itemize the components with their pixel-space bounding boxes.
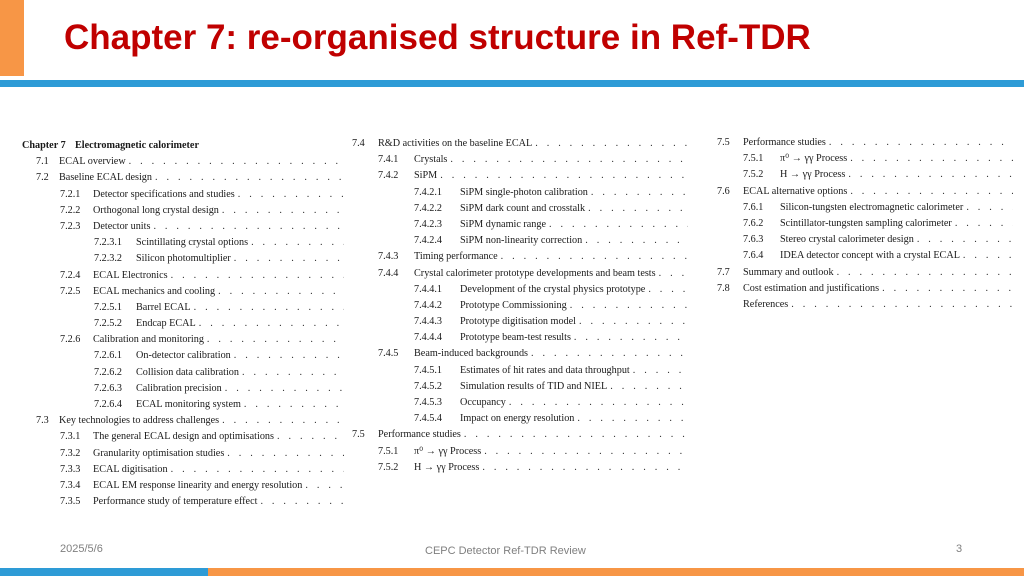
toc-entry-number: 7.2.6.2: [94, 366, 123, 378]
toc-leader-dots: [227, 446, 344, 462]
toc-column-2: [352, 136, 688, 476]
toc-entry-number: 7.3.4: [60, 479, 81, 491]
toc-leader-dots: [153, 219, 344, 235]
toc-entry-number: 7.2.6.4: [94, 399, 123, 410]
toc-leader-dots: [848, 167, 1013, 183]
toc-entry: [352, 233, 688, 249]
toc-entry-number: 7.8: [717, 282, 730, 294]
toc-entry: [352, 201, 688, 217]
toc-entry-number: 7.4.4.4: [414, 332, 443, 344]
toc-entry-number: 7.1: [36, 156, 49, 168]
toc-leader-dots: [577, 411, 688, 427]
toc-leader-dots: [659, 266, 688, 282]
toc-entry: [352, 136, 688, 152]
page-number: 3: [956, 543, 963, 555]
toc-leader-dots: [610, 379, 688, 395]
footer-title: CEPC Detector Ref-TDR Review: [425, 545, 586, 557]
toc-entry-title: Calibration precision: [136, 382, 222, 394]
toc-entry-number: 7.4.2.4: [414, 235, 443, 247]
toc-entry-title: ECAL monitoring system: [136, 399, 241, 410]
toc-entry-title: ECAL alternative options: [743, 185, 848, 197]
toc-entry-title: Prototype beam-test results: [460, 332, 571, 344]
toc-entry-number: 7.3: [36, 415, 49, 427]
toc-entry-number: 7.5: [717, 137, 730, 148]
toc-entry-number: 7.7: [717, 266, 730, 278]
toc-entry-number: 7.6.3: [743, 234, 764, 246]
toc-entry-number: 7.5.1: [743, 153, 764, 165]
toc-entry-number: 7.4.4.3: [414, 316, 443, 328]
toc-entry-number: 7.2.5.1: [94, 301, 123, 313]
toc-leader-dots: [234, 251, 344, 267]
toc-entry-title: Simulation results of TID and NIEL: [460, 380, 608, 392]
toc-entry: [717, 167, 1013, 183]
toc-entry-title: Crystal calorimeter prototype developments and beam tests: [414, 267, 656, 279]
toc-entry-title: Prototype Commissioning: [460, 299, 567, 311]
toc-entry: [22, 462, 344, 478]
toc-leader-dots: [171, 268, 344, 284]
toc-entry: [352, 168, 688, 184]
toc-entry: [22, 381, 344, 397]
toc-leader-dots: [549, 217, 688, 233]
toc-entry: [352, 395, 688, 411]
toc-entry-title: Scintillating crystal options: [136, 237, 249, 249]
toc-leader-dots: [234, 348, 344, 364]
toc-entry-title: ECAL Electronics: [93, 269, 168, 281]
toc-leader-dots: [966, 200, 1013, 216]
toc-leader-dots: [238, 187, 344, 203]
toc-entry: [352, 314, 688, 330]
toc-entry-number: 7.6.1: [743, 201, 764, 213]
toc-entry-number: 7.2.5.2: [94, 318, 123, 330]
toc-entry: [717, 248, 1013, 264]
toc-leader-dots: [155, 170, 344, 186]
toc-entry-title: ECAL mechanics and cooling: [93, 285, 216, 297]
footer-bar-orange: [208, 568, 1024, 576]
toc-entry-title: ECAL digitisation: [93, 463, 168, 475]
toc-entry-number: 7.4: [352, 138, 365, 149]
toc-entry-title: Impact on energy resolution: [460, 413, 575, 425]
toc-leader-dots: [199, 316, 344, 332]
toc-entry: [352, 411, 688, 427]
toc-entry: [717, 281, 1013, 297]
toc-entry-title: IDEA detector concept with a crystal ECAL: [780, 250, 960, 262]
toc-entry-title: Barrel ECAL: [136, 301, 191, 313]
toc-entry-number: 7.2.3.1: [94, 237, 123, 249]
toc-entry-number: 7.5: [352, 429, 365, 441]
toc-entry-number: 7.2.6.3: [94, 382, 123, 394]
toc-entry: [22, 235, 344, 251]
toc-leader-dots: [207, 332, 344, 348]
toc-leader-dots: [464, 427, 688, 443]
toc-entry: [22, 348, 344, 364]
toc-entry-number: 7.4.4.1: [414, 283, 443, 295]
toc-entry-number: 7.4.2.2: [414, 202, 443, 214]
footer-date: 2025/5/6: [60, 543, 103, 555]
toc-leader-dots: [244, 397, 344, 413]
toc-entry-number: 7.4.2: [378, 170, 399, 182]
toc-leader-dots: [850, 151, 1013, 167]
toc-entry-title: Collision data calibration: [136, 366, 239, 378]
toc-entry-number: 7.5.2: [743, 169, 764, 181]
toc-entry-title: Endcap ECAL: [136, 318, 196, 330]
toc-entry: [352, 346, 688, 362]
toc-leader-dots: [850, 184, 1013, 200]
toc-entry: [352, 330, 688, 346]
toc-leader-dots: [588, 201, 688, 217]
toc-entry-title: H → γγ Process: [780, 169, 846, 181]
toc-entry: [22, 203, 344, 219]
toc-leader-dots: [450, 152, 688, 168]
toc-entry: [717, 216, 1013, 232]
toc-entry: [352, 282, 688, 298]
toc-entry: [22, 478, 344, 494]
toc-entry-title: Timing performance: [414, 251, 498, 263]
header-accent-bar: [0, 0, 24, 76]
toc-entry-number: 7.4.4.2: [414, 299, 443, 311]
toc-entry-number: Chapter 7: [22, 140, 66, 151]
toc-entry: [22, 187, 344, 203]
toc-entry-number: 7.4.3: [378, 251, 399, 263]
toc-leader-dots: [829, 135, 1013, 151]
toc-entry: [717, 151, 1013, 167]
toc-leader-dots: [791, 297, 1013, 313]
footer-bar-blue: [0, 568, 208, 576]
toc-leader-dots: [218, 284, 344, 300]
toc-entry: [22, 413, 344, 429]
toc-entry: [717, 297, 1013, 313]
toc-entry-title: Granularity optimisation studies: [93, 447, 225, 459]
toc-entry-number: 7.2.6.1: [94, 350, 123, 362]
toc-entry-number: 7.4.5: [378, 348, 399, 360]
toc-entry-title: Detector units: [93, 220, 151, 232]
toc-entry: [22, 332, 344, 348]
toc-entry: [352, 152, 688, 168]
toc-leader-dots: [531, 346, 688, 362]
toc-entry-title: SiPM non-linearity correction: [460, 235, 583, 247]
toc-entry-title: Scintillator-tungsten sampling calorimeter: [780, 217, 952, 229]
toc-entry-number: 7.2.2: [60, 204, 81, 216]
toc-column-1: [22, 138, 344, 510]
toc-entry: [22, 300, 344, 316]
toc-leader-dots: [882, 281, 1013, 297]
toc-leader-dots: [129, 154, 344, 170]
toc-leader-dots: [305, 478, 344, 494]
toc-leader-dots: [955, 216, 1013, 232]
toc-entry-title: Beam-induced backgrounds: [414, 348, 529, 360]
toc-entry-number: 7.4.4: [378, 267, 399, 279]
toc-leader-dots: [633, 363, 688, 379]
toc-leader-dots: [277, 429, 344, 445]
toc-leader-dots: [225, 381, 344, 397]
toc-entry-title: π⁰ → γγ Process: [780, 153, 848, 165]
toc-entry: [352, 460, 688, 476]
toc-leader-dots: [171, 462, 344, 478]
toc-entry: [717, 200, 1013, 216]
toc-leader-dots: [570, 298, 688, 314]
toc-entry-title: SiPM dark count and crosstalk: [460, 202, 586, 214]
toc-leader-dots: [242, 365, 344, 381]
toc-entry: [22, 397, 344, 413]
toc-entry-number: 7.5.2: [378, 461, 399, 473]
toc-entry: [22, 170, 344, 186]
toc-entry: [22, 219, 344, 235]
toc-leader-dots: [837, 265, 1013, 281]
toc-entry-number: 7.4.5.3: [414, 397, 443, 408]
toc-entry-number: 7.3.2: [60, 447, 81, 459]
toc-entry: [352, 266, 688, 282]
toc-entry-title: Electromagnetic calorimeter: [75, 140, 199, 151]
toc-entry-title: Development of the crystal physics prototype: [460, 283, 646, 295]
toc-entry-title: Prototype digitisation model: [460, 316, 577, 328]
toc-entry-number: 7.2: [36, 172, 49, 184]
toc-entry: [717, 135, 1013, 151]
toc-entry-number: 7.4.5.2: [414, 380, 443, 392]
toc-entry: [22, 494, 344, 510]
toc-entry-number: 7.2.3: [60, 220, 81, 232]
toc-leader-dots: [222, 203, 344, 219]
toc-entry-number: 7.3.5: [60, 496, 81, 508]
toc-column-3: [717, 135, 1013, 313]
toc-entry-title: Estimates of hit rates and data throughput: [460, 364, 630, 376]
toc-entry: [352, 217, 688, 233]
toc-leader-dots: [574, 330, 688, 346]
toc-entry-title: Cost estimation and justifications: [743, 282, 880, 294]
toc-entry-title: Detector specifications and studies: [93, 188, 235, 200]
toc-entry-number: 7.2.4: [60, 269, 81, 281]
toc-entry-number: 7.5.1: [378, 445, 399, 457]
toc-entry: [352, 427, 688, 443]
toc-entry-title: Stereo crystal calorimeter design: [780, 234, 914, 246]
toc-entry-title: Occupancy: [460, 397, 506, 408]
toc-entry-title: Performance study of temperature effect: [93, 496, 258, 508]
toc-leader-dots: [251, 235, 344, 251]
toc-leader-dots: [482, 460, 688, 476]
toc-entry: [22, 138, 344, 154]
toc-entry-number: 7.2.1: [60, 188, 81, 200]
toc-entry-number: 7.4.2.3: [414, 218, 443, 230]
toc-entry-number: 7.6.2: [743, 217, 764, 229]
toc-leader-dots: [484, 444, 688, 460]
header-divider: [0, 80, 1024, 87]
toc-entry: [22, 268, 344, 284]
toc-entry-title: Performance studies: [378, 429, 461, 441]
toc-entry-title: Silicon-tungsten electromagnetic calorimeter: [780, 201, 964, 213]
slide-title: Chapter 7: re-organised structure in Ref-TDR: [64, 18, 811, 57]
toc-entry-number: 7.3.3: [60, 463, 81, 475]
toc-entry-number: 7.4.1: [378, 154, 399, 166]
toc-entry-title: On-detector calibration: [136, 350, 231, 362]
toc-entry-title: Summary and outlook: [743, 266, 834, 278]
toc-entry-title: Key technologies to address challenges: [59, 415, 220, 427]
toc-entry: [352, 298, 688, 314]
toc-leader-dots: [963, 248, 1013, 264]
toc-entry-title: The general ECAL design and optimisations: [93, 431, 274, 443]
toc-entry: [352, 249, 688, 265]
toc-entry-title: SiPM single-photon calibration: [460, 186, 588, 198]
toc-entry-title: Crystals: [414, 154, 448, 166]
toc-entry: [22, 154, 344, 170]
toc-entry-number: 7.2.5: [60, 285, 81, 297]
toc-leader-dots: [509, 395, 688, 411]
toc-entry-title: ECAL EM response linearity and energy resolution: [93, 479, 303, 491]
toc-leader-dots: [648, 282, 688, 298]
toc-entry-number: 7.4.2.1: [414, 186, 443, 198]
toc-leader-dots: [917, 232, 1013, 248]
toc-entry: [22, 429, 344, 445]
toc-leader-dots: [440, 168, 688, 184]
toc-entry-title: Orthogonal long crystal design: [93, 204, 219, 216]
toc-entry-number: 7.6.4: [743, 250, 764, 262]
toc-entry: [22, 365, 344, 381]
toc-entry: [717, 232, 1013, 248]
toc-entry-number: 7.4.5.1: [414, 364, 443, 376]
toc-entry-title: H → γγ Process: [414, 461, 480, 473]
toc-entry-title: References: [743, 298, 789, 310]
toc-entry-number: 7.2.3.2: [94, 253, 123, 265]
toc-entry: [22, 316, 344, 332]
toc-entry: [22, 446, 344, 462]
toc-entry: [352, 444, 688, 460]
toc-entry: [22, 251, 344, 267]
toc-entry: [717, 184, 1013, 200]
toc-entry-number: 7.2.6: [60, 334, 81, 346]
toc-entry: [352, 363, 688, 379]
toc-entry-title: SiPM: [414, 170, 438, 182]
toc-leader-dots: [222, 413, 344, 429]
toc-entry-title: π⁰ → γγ Process: [414, 445, 482, 457]
toc-entry-title: ECAL overview: [59, 156, 126, 168]
toc-entry: [22, 284, 344, 300]
toc-leader-dots: [501, 249, 688, 265]
toc-entry: [352, 185, 688, 201]
toc-leader-dots: [535, 136, 688, 152]
toc-entry-number: 7.6: [717, 185, 730, 197]
toc-entry-title: Performance studies: [743, 137, 826, 148]
toc-entry-title: SiPM dynamic range: [460, 218, 547, 230]
toc-entry: [717, 265, 1013, 281]
toc-entry-number: 7.3.1: [60, 431, 81, 443]
toc-entry-title: Baseline ECAL design: [59, 172, 152, 184]
toc-entry-title: Calibration and monitoring: [93, 334, 204, 346]
toc-entry-number: 7.4.5.4: [414, 413, 443, 425]
toc-entry-title: R&D activities on the baseline ECAL: [378, 138, 533, 149]
toc-entry-title: Silicon photomultiplier: [136, 253, 231, 265]
toc-leader-dots: [579, 314, 688, 330]
toc-leader-dots: [585, 233, 688, 249]
toc-leader-dots: [591, 185, 688, 201]
toc-leader-dots: [194, 300, 344, 316]
toc-leader-dots: [260, 494, 344, 510]
toc-entry: [352, 379, 688, 395]
